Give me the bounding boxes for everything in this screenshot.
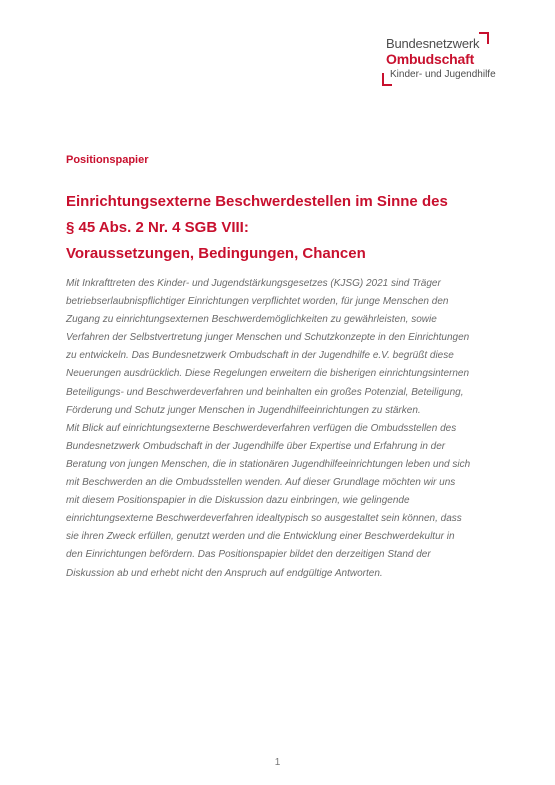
body-line: mit Beschwerden an die Ombudsstellen wenden. Auf dieser Grundlage möchten wir uns: [66, 477, 456, 489]
body-line: Diskussion ab und erhebt nicht den Anspruch auf endgültige Antworten.: [66, 567, 383, 579]
body-line: Zugang zu einrichtungsexternen Beschwerdemöglichkeiten zu gewährleisten, sowie: [66, 314, 437, 326]
title-line: § 45 Abs. 2 Nr. 4 SGB VIII:: [66, 219, 249, 236]
body-line: betriebserlaubnispflichtiger Einrichtungen verpflichtet worden, für junge Menschen den: [66, 296, 449, 308]
body-line: Beteiligungs- und Beschwerdeverfahren und beinhalten ein großes Potenzial, Beteiligung,: [66, 386, 464, 398]
body-line: mit diesem Positionspapier in die Diskussion dazu einbringen, wie gelingende: [66, 495, 410, 507]
title-line: Einrichtungsexterne Beschwerdestellen im Sinne des: [66, 193, 448, 210]
body-line: Förderung und Schutz junger Menschen in Jugendhilfeeinrichtungen zu stärken.: [66, 404, 421, 416]
body-line: zu entwickeln. Das Bundesnetzwerk Ombudschaft in der Jugendhilfe e.V. begrüßt diese: [66, 350, 454, 362]
body-line: Mit Inkrafttreten des Kinder- und Jugendstärkungsgesetzes (KJSG) 2021 sind Träger: [66, 278, 441, 289]
logo-line-1: Bundesnetzwerk: [386, 36, 480, 51]
organization-logo: [382, 32, 496, 88]
body-line: einrichtungsexterne Beschwerdeverfahren idealtypisch so ausgestaltet sein können, dass: [66, 513, 462, 525]
title-line: Voraussetzungen, Bedingungen, Chancen: [66, 245, 366, 262]
body-line: Beratung von jungen Menschen, die in stationären Jugendhilfeeinrichtungen leben und sich: [66, 458, 471, 470]
body-line: Mit Blick auf einrichtungsexterne Beschwerdeverfahren verfügen die Ombudsstellen des: [66, 422, 457, 434]
body-paragraph: [66, 275, 496, 583]
document-title: [66, 189, 496, 267]
document-type-label: Positionspapier: [66, 154, 149, 166]
body-line: den Einrichtungen befördern. Das Positionspapier bildet den derzeitigen Stand der: [66, 549, 431, 561]
body-line: Neuerungen ausdrücklich. Diese Regelungen erweitern die bisherigen einrichtungsinternen: [66, 368, 470, 380]
body-line: Verfahren der Selbstvertretung junger Menschen und Schutzkonzepte in den Einrichtungen: [66, 332, 470, 344]
body-line: Bundesnetzwerk Ombudschaft in der Jugendhilfe über Expertise und Erfahrung in der: [66, 440, 446, 452]
logo-bracket-top-right: [479, 32, 489, 44]
body-line: sie ihren Zweck erfüllen, genutzt werden und die Entwicklung einer Beschwerdekultur in: [66, 531, 455, 543]
logo-line-3: Kinder- und Jugendhilfe: [390, 69, 496, 80]
logo-line-2: Ombudschaft: [386, 51, 475, 67]
page-number: 1: [274, 757, 281, 768]
